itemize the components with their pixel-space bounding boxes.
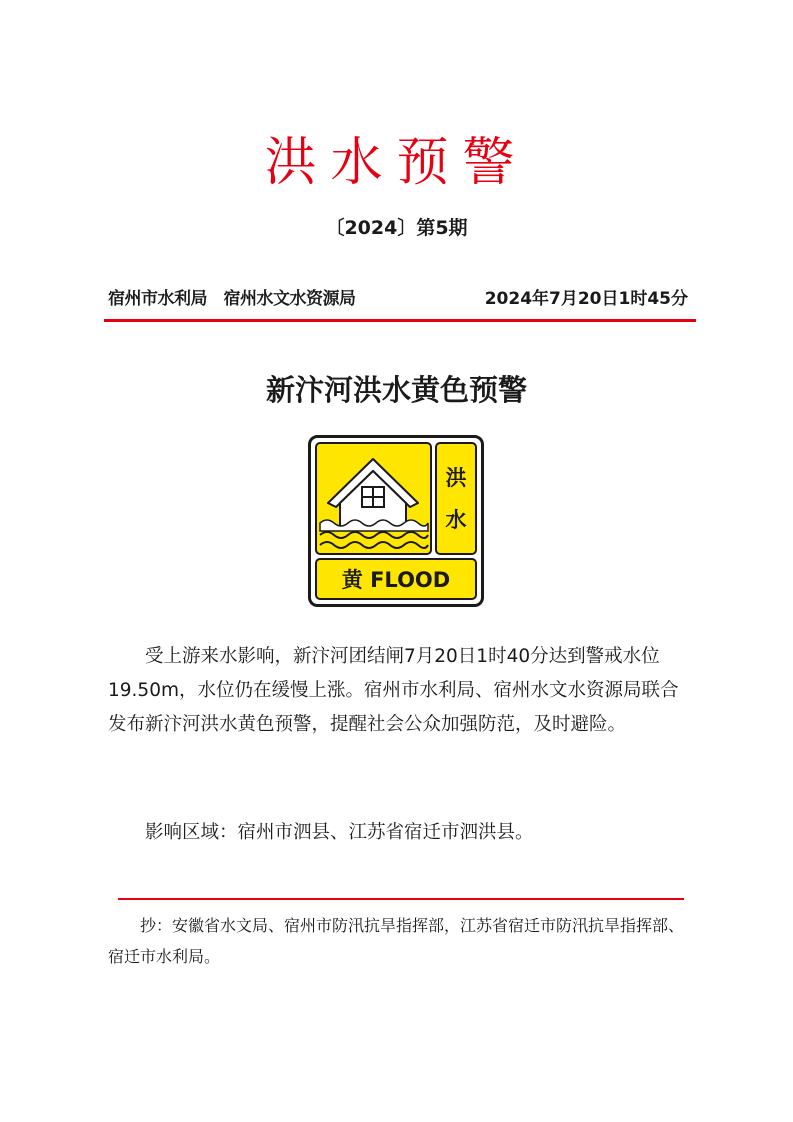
- footer-divider: [118, 898, 684, 900]
- badge-bottom-label: 黄 FLOOD: [341, 568, 451, 592]
- flood-badge-graphic: [308, 435, 484, 607]
- issue-number: 〔2024〕第5期: [325, 217, 468, 239]
- cc-recipients: 抄：安徽省水文局、宿州市防汛抗旱指挥部，江苏省宿迁市防汛抗旱指挥部、宿迁市水利局。: [108, 916, 685, 966]
- flood-yellow-warning-badge: [308, 435, 484, 607]
- impact-area-paragraph: 影响区域：宿州市泗县、江苏省宿迁市泗洪县。: [145, 822, 534, 843]
- document-title: 洪水预警: [264, 133, 529, 193]
- badge-side-label-1: 洪: [445, 466, 467, 490]
- issue-datetime: 2024年7月20日1时45分: [484, 289, 688, 309]
- warning-body-paragraph: 受上游来水影响，新汴河团结闸7月20日1时40分达到警戒水位19.50m，水位仍在缓慢上涨。宿州市水利局、宿州水文水资源局联合发布新汴河洪水黄色预警，提醒社会公众加强防范，及时避险。: [108, 646, 679, 735]
- issuing-agencies: 宿州市水利局 宿州水文水资源局: [108, 289, 356, 309]
- badge-side-label-2: 水: [445, 508, 467, 532]
- warning-headline: 新汴河洪水黄色预警: [265, 373, 527, 407]
- header-divider: [104, 319, 696, 322]
- issuer-row: [108, 285, 688, 313]
